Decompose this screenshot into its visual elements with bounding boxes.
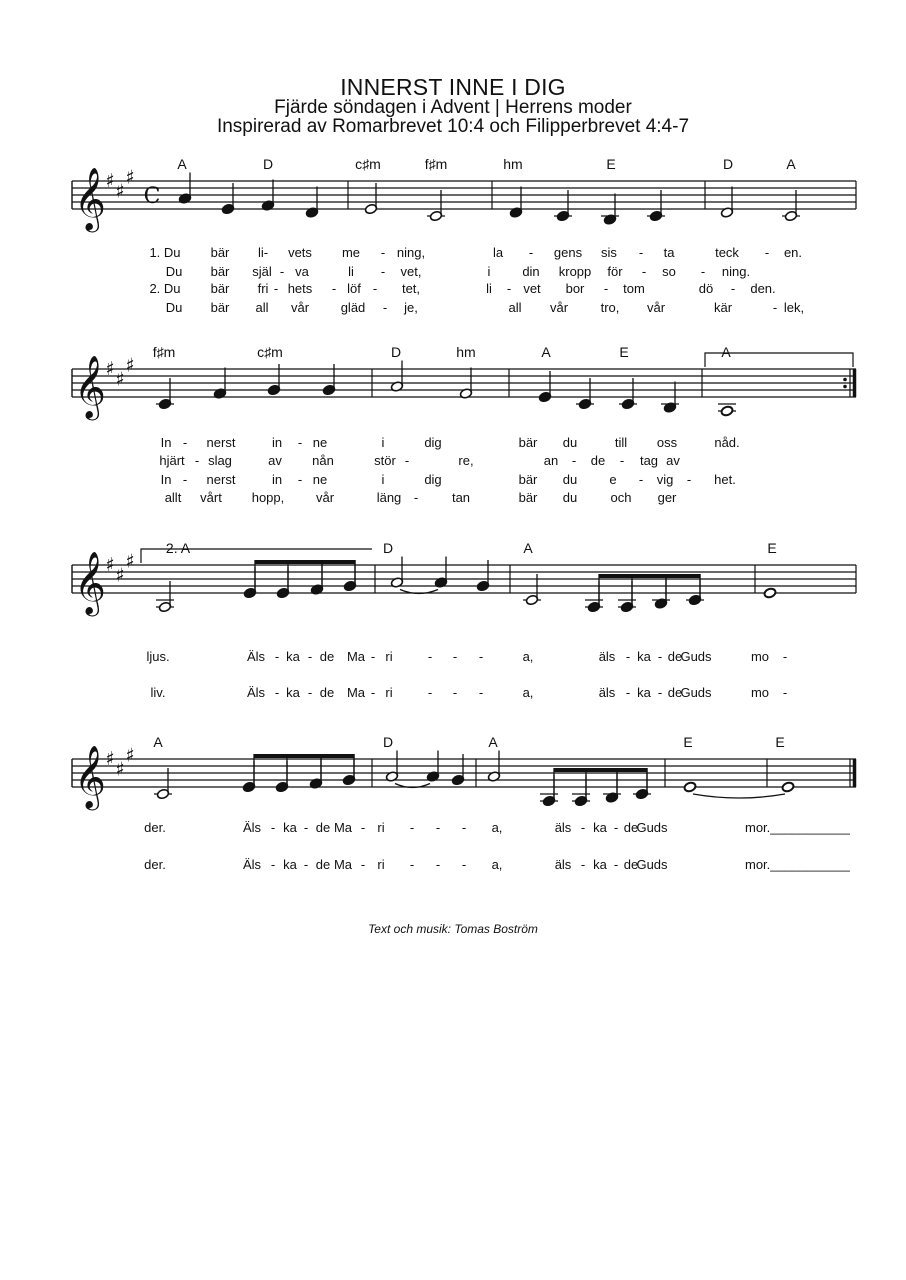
lyric-syllable: - (380, 264, 386, 279)
lyric-syllable: i (381, 435, 385, 450)
lyric-syllable: - (478, 685, 484, 700)
chord-symbol: c♯m (355, 156, 381, 172)
lyric-syllable: mo (750, 649, 770, 664)
lyric-syllable: bär (518, 490, 538, 505)
chord-symbol: D (722, 156, 734, 172)
lyric-syllable: tet, (401, 281, 421, 296)
lyric-syllable: - (409, 820, 415, 835)
lyric-syllable: hopp, (251, 490, 285, 505)
lyric-syllable: de (319, 649, 335, 664)
lyric-syllable: va (295, 264, 309, 279)
note-beam (254, 754, 354, 758)
note-beam (255, 560, 355, 564)
lyric-syllable: - (297, 435, 303, 450)
lyric-syllable: 2. Du (149, 281, 181, 296)
lyric-syllable: Ma (333, 820, 353, 835)
sharp-accidental-icon: ♯ (105, 358, 115, 380)
lyric-syllable: för (607, 264, 623, 279)
chord-symbol: A (177, 156, 187, 172)
lyric-syllable: - (461, 857, 467, 872)
lyric-syllable: och (610, 490, 632, 505)
lyric-syllable: - (452, 649, 458, 664)
lyric-syllable: - (270, 857, 276, 872)
lyric-syllable: - (772, 300, 778, 315)
lyric-syllable: nerst (206, 472, 236, 487)
lyric-syllable: - (657, 685, 663, 700)
lyric-syllable: ka (637, 649, 651, 664)
lyric-syllable: Ma (346, 649, 366, 664)
lyric-syllable: de (319, 685, 335, 700)
lyric-syllable: ri (377, 820, 385, 835)
lyric-syllable: - (625, 649, 631, 664)
lyric-syllable: bär (210, 281, 230, 296)
lyric-syllable: de (667, 649, 683, 664)
lyric-syllable: gens (553, 245, 583, 260)
lyric-syllable: bär (518, 472, 538, 487)
lyric-syllable: de (623, 820, 639, 835)
lyric-syllable: - (603, 281, 609, 296)
sharp-accidental-icon: ♯ (115, 564, 125, 587)
sharp-accidental-icon: ♯ (105, 748, 115, 770)
chord-symbol: 2. A (165, 540, 191, 556)
lyric-syllable: - (360, 820, 366, 835)
lyric-syllable: - (730, 281, 736, 296)
lyric-syllable: ger (657, 490, 677, 505)
chord-symbol: E (775, 734, 785, 750)
lyric-syllable: fri (257, 281, 269, 296)
chord-symbol: A (786, 156, 796, 172)
lyric-syllable: an (543, 453, 559, 468)
lyric-syllable: du (562, 435, 578, 450)
lyric-syllable: dig (424, 472, 442, 487)
lyric-syllable: vet (523, 281, 541, 296)
lyric-syllable: - (331, 281, 337, 296)
lyric-syllable: läng (376, 490, 402, 505)
lyric-syllable: de (590, 453, 606, 468)
lyric-syllable: a, (522, 649, 534, 664)
lyric-syllable: ne (312, 435, 328, 450)
song-subtitle: Fjärde söndagen i Advent | Herrens moder (274, 97, 632, 118)
lyric-syllable: nåd. (714, 435, 740, 450)
lyric-syllable: allt (164, 490, 182, 505)
sharp-accidental-icon: ♯ (105, 170, 115, 192)
lyric-syllable: löf (347, 281, 361, 296)
lyric-syllable: - (580, 857, 586, 872)
sharp-accidental-icon: ♯ (125, 354, 135, 377)
sharp-accidental-icon: ♯ (115, 180, 125, 203)
lyric-syllable: - (764, 245, 770, 260)
lyric-syllable: - (528, 245, 534, 260)
chord-symbol: f♯m (152, 344, 176, 360)
song-title: INNERST INNE I DIG (340, 74, 566, 100)
lyric-syllable: tom (623, 281, 645, 296)
lyric-syllable: - (638, 472, 644, 487)
lyric-syllable: - (303, 820, 309, 835)
chord-symbol: c♯m (257, 344, 283, 360)
song-inspiration-line: Inspirerad av Romarbrevet 10:4 och Filipperbrevet 4:4-7 (216, 116, 690, 137)
lyric-syllable: - (307, 685, 313, 700)
lyric-syllable: vig (656, 472, 674, 487)
lyric-syllable: e (609, 472, 617, 487)
lyric-syllable: vets (288, 245, 312, 260)
chord-symbol: A (541, 344, 551, 360)
lyric-syllable: vet, (400, 264, 422, 279)
lyric-syllable: re, (458, 453, 474, 468)
lyric-syllable: - (382, 300, 388, 315)
lyric-syllable: ri (377, 857, 385, 872)
lyric-syllable: In (160, 435, 172, 450)
lyric-syllable: - (435, 820, 441, 835)
lyric-syllable: Guds (680, 649, 712, 664)
chord-symbol: hm (503, 156, 523, 172)
lyric-syllable: ri (385, 649, 393, 664)
sharp-accidental-icon: ♯ (115, 758, 125, 781)
lyric-syllable: In (160, 472, 172, 487)
lyric-syllable: - (413, 490, 419, 505)
lyric-syllable: i (487, 264, 491, 279)
lyric-syllable: ka (637, 685, 651, 700)
lyric-syllable: all (255, 300, 269, 315)
chord-symbol: E (683, 734, 693, 750)
sharp-accidental-icon: ♯ (125, 550, 135, 573)
note-beam (599, 574, 700, 578)
lyric-syllable: - (435, 857, 441, 872)
lyric-syllable: bär (210, 264, 230, 279)
lyric-syllable: - (700, 264, 706, 279)
lyric-syllable: la (492, 245, 504, 260)
repeat-dot (843, 385, 847, 389)
lyric-syllable: - (625, 685, 631, 700)
lyric-syllable: vårt (200, 490, 222, 505)
lyric-syllable: Äls (242, 857, 262, 872)
lyric-syllable: bär (518, 435, 538, 450)
treble-clef-icon: 𝄞 (74, 167, 106, 230)
lyric-syllable: in (271, 472, 283, 487)
lyric-syllable: - (427, 649, 433, 664)
lyric-syllable: de (623, 857, 639, 872)
lyric-syllable: ka (286, 685, 300, 700)
lyric-syllable: din (522, 264, 540, 279)
chord-symbol: A (488, 734, 498, 750)
staff-system-4 (72, 734, 856, 872)
lyric-syllable: tag (639, 453, 659, 468)
lyric-syllable: - (370, 649, 376, 664)
lyric-syllable: de (667, 685, 683, 700)
notehead-E4 (763, 587, 776, 598)
lyric-syllable: - (580, 820, 586, 835)
lyric-syllable: ka (283, 857, 297, 872)
treble-clef-icon: 𝄞 (74, 745, 106, 808)
lyric-syllable: Guds (636, 857, 668, 872)
lyric-syllable: ning. (721, 264, 751, 279)
lyric-syllable: bär (210, 245, 230, 260)
lyric-syllable: slag (208, 453, 232, 468)
chord-symbol: E (767, 540, 777, 556)
lyric-syllable: vår (549, 300, 569, 315)
lyric-syllable: mo (750, 685, 770, 700)
lyric-syllable: äls (554, 857, 572, 872)
repeat-dot (843, 378, 847, 382)
lyric-syllable: - (638, 245, 644, 260)
lyric-syllable: dö (698, 281, 714, 296)
chord-symbol: A (523, 540, 533, 556)
lyric-syllable: du (562, 472, 578, 487)
lyric-syllable: - (270, 820, 276, 835)
lyric-syllable: vår (315, 490, 335, 505)
lyric-syllable: je, (404, 300, 418, 315)
lyric-syllable: Du (165, 264, 183, 279)
chord-symbol: A (153, 734, 163, 750)
lyric-syllable: 1. Du (149, 245, 181, 260)
lyric-syllable: - (657, 649, 663, 664)
lyric-syllable: själ (252, 264, 272, 279)
lyric-syllable: - (506, 281, 512, 296)
lyric-syllable: Guds (680, 685, 712, 700)
lyric-syllable: in (271, 435, 283, 450)
lyric-syllable: ri (385, 685, 393, 700)
lyric-syllable: - (478, 649, 484, 664)
chord-symbol: D (262, 156, 274, 172)
lyric-syllable: Äls (246, 649, 266, 664)
lyric-syllable: nerst (206, 435, 236, 450)
lyric-syllable: - (782, 685, 788, 700)
lyric-syllable: - (782, 649, 788, 664)
notehead-E4 (683, 781, 696, 792)
lyric-syllable: Ma (333, 857, 353, 872)
treble-clef-icon: 𝄞 (74, 551, 106, 614)
lyric-syllable: ne (312, 472, 328, 487)
chord-symbol: A (721, 344, 731, 360)
lyric-syllable: bor (565, 281, 585, 296)
lyric-syllable: kär (713, 300, 733, 315)
lyric-syllable: av (268, 453, 282, 468)
lyric-syllable: - (194, 453, 200, 468)
lyric-syllable: tan (451, 490, 471, 505)
staff-system-1 (72, 156, 856, 315)
chord-symbol: hm (456, 344, 476, 360)
lyric-syllable: - (303, 857, 309, 872)
lyric-syllable: äls (554, 820, 572, 835)
sharp-accidental-icon: ♯ (125, 166, 135, 189)
lyric-syllable: de (315, 857, 331, 872)
lyric-syllable: - (380, 245, 386, 260)
lyric-syllable: - (409, 857, 415, 872)
lyric-syllable: ning, (396, 245, 426, 260)
common-time-signature: C (143, 184, 161, 209)
lyric-syllable: - (279, 264, 285, 279)
chord-symbol: f♯m (424, 156, 448, 172)
lyric-syllable: der. (144, 820, 166, 835)
lyric-syllable: Ma (346, 685, 366, 700)
lyric-syllable: stör (374, 453, 396, 468)
lyric-syllable: all (508, 300, 522, 315)
lyric-syllable: dig (424, 435, 442, 450)
lyric-syllable: liv. (150, 685, 166, 700)
lyric-syllable: - (613, 820, 619, 835)
chord-symbol: D (382, 540, 394, 556)
lyric-syllable: - (427, 685, 433, 700)
lyric-syllable: Guds (636, 820, 668, 835)
lyric-syllable: till (614, 435, 628, 450)
note-beam (554, 768, 647, 772)
lyric-syllable: oss (656, 435, 678, 450)
lyric-syllable: - (360, 857, 366, 872)
lyric-syllable: de (315, 820, 331, 835)
staff-system-2 (72, 344, 856, 505)
lyric-syllable: hets (287, 281, 313, 296)
chord-symbol: D (390, 344, 402, 360)
lyric-syllable: Äls (246, 685, 266, 700)
lyric-syllable: - (619, 453, 625, 468)
lyric-syllable: - (372, 281, 378, 296)
lyric-syllable: - (274, 685, 280, 700)
lyric-syllable: li- (257, 245, 269, 260)
lyric-syllable: ka (593, 857, 607, 872)
credit-line: Text och musik: Tomas Boström (368, 922, 538, 936)
lyric-syllable: ta (663, 245, 675, 260)
lyric-syllable: het. (714, 472, 736, 487)
lyric-syllable: - (307, 649, 313, 664)
lyric-syllable: äls (598, 685, 616, 700)
lyric-syllable: vår (646, 300, 666, 315)
lyric-syllable: - (274, 649, 280, 664)
tie-curve (693, 794, 785, 798)
notehead-E4 (781, 781, 794, 792)
chord-symbol: E (619, 344, 629, 360)
lyric-syllable: - (273, 281, 279, 296)
lyric-syllable: vår (290, 300, 310, 315)
lyric-syllable: me (341, 245, 361, 260)
lyric-syllable: - (571, 453, 577, 468)
lyric-syllable: lek, (783, 300, 805, 315)
lyric-syllable: sis (601, 245, 617, 260)
treble-clef-icon: 𝄞 (74, 355, 106, 418)
lyric-syllable: - (686, 472, 692, 487)
lyric-syllable: Du (165, 300, 183, 315)
lyric-syllable: - (370, 685, 376, 700)
sharp-accidental-icon: ♯ (125, 744, 135, 767)
lyric-syllable: hjärt (159, 453, 185, 468)
lyric-syllable: - (613, 857, 619, 872)
lyric-syllable: ka (286, 649, 300, 664)
lyric-syllable: mor.___________ (745, 857, 850, 872)
lyric-syllable: a, (522, 685, 534, 700)
lyric-syllable: li (486, 281, 492, 296)
chord-symbol: D (382, 734, 394, 750)
lyric-syllable: der. (144, 857, 166, 872)
lyric-syllable: du (562, 490, 578, 505)
lyric-syllable: li (348, 264, 354, 279)
lyric-syllable: bär (210, 300, 230, 315)
lyric-syllable: a, (491, 820, 503, 835)
lyric-syllable: - (182, 435, 188, 450)
lyric-syllable: äls (598, 649, 616, 664)
lyric-syllable: so (662, 264, 676, 279)
lyric-syllable: en. (783, 245, 803, 260)
lyric-syllable: - (297, 472, 303, 487)
lyric-syllable: kropp (558, 264, 592, 279)
lyric-syllable: i (381, 472, 385, 487)
chord-symbol: E (606, 156, 616, 172)
lyric-syllable: teck (715, 245, 739, 260)
lyric-syllable: gläd (340, 300, 366, 315)
lyric-syllable: tro, (600, 300, 620, 315)
lyric-syllable: - (461, 820, 467, 835)
lyric-syllable: - (641, 264, 647, 279)
lyric-syllable: Äls (242, 820, 262, 835)
staff-system-3 (72, 540, 856, 700)
lyric-syllable: ljus. (146, 649, 170, 664)
lyric-syllable: den. (750, 281, 776, 296)
lyric-syllable: - (182, 472, 188, 487)
lyric-syllable: av (666, 453, 680, 468)
lyric-syllable: ka (283, 820, 297, 835)
sharp-accidental-icon: ♯ (115, 368, 125, 391)
lyric-syllable: nån (312, 453, 334, 468)
lyric-syllable: - (452, 685, 458, 700)
lyric-syllable: - (404, 453, 410, 468)
lyric-syllable: mor.___________ (745, 820, 850, 835)
sharp-accidental-icon: ♯ (105, 554, 115, 576)
notehead-A3 (720, 405, 733, 416)
lyric-syllable: ka (593, 820, 607, 835)
lyric-syllable: a, (491, 857, 503, 872)
